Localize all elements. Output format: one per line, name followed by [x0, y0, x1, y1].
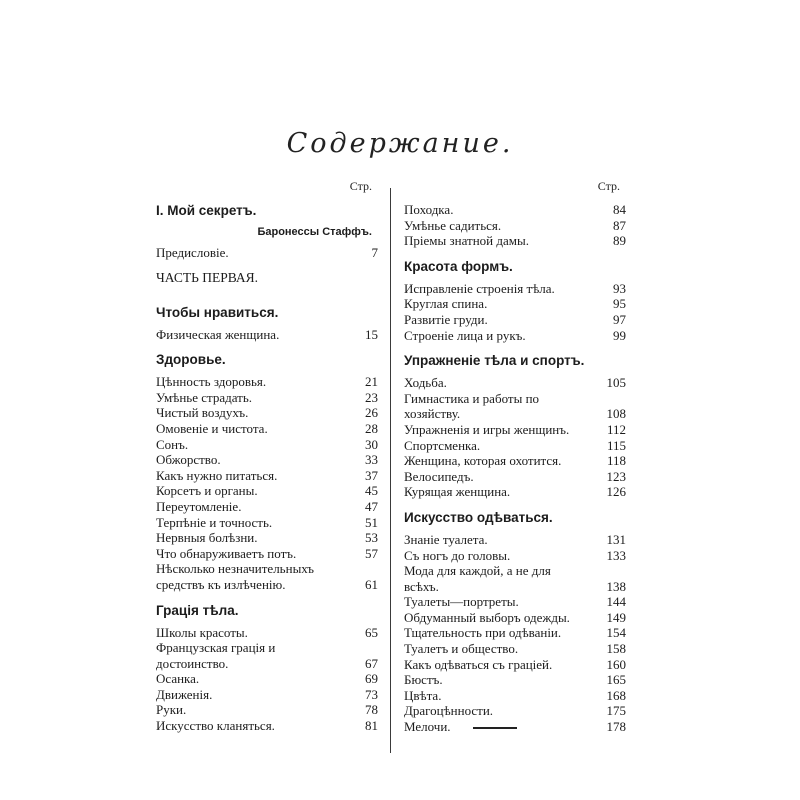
- toc-entry: [404, 469, 626, 485]
- entry-title: Знаніе туалета.: [404, 531, 488, 547]
- toc-entry: [404, 594, 626, 610]
- toc-entry: [156, 245, 378, 261]
- entry-title: Нѣсколько незначительныхъ средствъ къ излѣченію.: [156, 561, 315, 592]
- entry-page-number: 144: [606, 594, 626, 610]
- entry-page-number: 108: [606, 406, 626, 422]
- toc-entry: [156, 390, 378, 406]
- toc-entry: [404, 563, 626, 594]
- entry-page-number: 149: [606, 609, 626, 625]
- entry-page-number: 78: [365, 702, 378, 718]
- toc-entry: [404, 610, 626, 626]
- entry-page-number: 23: [365, 389, 378, 405]
- entry-page-number: 33: [365, 452, 378, 468]
- toc-entry: [156, 327, 378, 343]
- section-heading: I. Мой секретъ.: [156, 203, 257, 218]
- entry-title: Переутомленіе.: [156, 498, 242, 514]
- entry-title: Круглая спина.: [404, 296, 488, 312]
- entry-page-number: 26: [365, 405, 378, 421]
- entry-page-number: 138: [606, 578, 626, 594]
- section-heading: Здоровье.: [156, 352, 226, 368]
- entry-page-number: 160: [606, 656, 626, 672]
- entry-title: Велосипедъ.: [404, 468, 474, 484]
- entry-page-number: 131: [606, 531, 626, 547]
- entry-page-number: 118: [606, 453, 626, 469]
- page-title: Содержание.: [286, 128, 514, 159]
- entry-page-number: 133: [606, 547, 626, 563]
- toc-entry: [156, 530, 378, 546]
- entry-page-number: 112: [606, 421, 626, 437]
- entry-page-number: 69: [365, 671, 378, 687]
- right-column: [404, 178, 626, 735]
- spacer: [156, 287, 378, 295]
- entry-title: Французская грація и достоинство.: [156, 640, 276, 671]
- entry-page-number: 115: [606, 437, 626, 453]
- entry-title: Руки.: [156, 702, 187, 718]
- entry-title: Курящая женщина.: [404, 484, 511, 500]
- toc-entry: [156, 718, 378, 734]
- entry-title: Обжорство.: [156, 452, 221, 468]
- entry-page-number: 53: [365, 530, 378, 546]
- column-divider: [390, 188, 391, 753]
- entry-title: Какъ одѣваться съ граціей.: [404, 656, 553, 672]
- page-column-header: Стр.: [349, 179, 372, 193]
- entry-page-number: 158: [606, 641, 626, 657]
- toc-entry: [156, 687, 378, 703]
- entry-title: Физическая женщина.: [156, 326, 280, 342]
- toc-entry: [404, 548, 626, 564]
- toc-entry: [404, 703, 626, 719]
- toc-entry: [156, 499, 378, 515]
- toc-entry: [156, 421, 378, 437]
- section-author: Баронессы Стаффъ.: [257, 226, 372, 238]
- entry-page-number: 165: [606, 672, 626, 688]
- toc-entry: [404, 688, 626, 704]
- end-rule: [473, 727, 517, 729]
- entry-title: Умѣнье садиться.: [404, 217, 502, 233]
- section-heading: Чтобы нравиться.: [156, 304, 279, 320]
- entry-page-number: 65: [365, 624, 378, 640]
- toc-entry: [156, 405, 378, 421]
- toc-entry: [156, 671, 378, 687]
- entry-title: Предисловіе.: [156, 245, 229, 260]
- toc-entry: [404, 218, 626, 234]
- entry-title: Корсетъ и органы.: [156, 483, 258, 499]
- toc-entry: [156, 374, 378, 390]
- entry-page-number: 57: [365, 545, 378, 561]
- entry-page-number: 47: [365, 498, 378, 514]
- toc-entry: [404, 233, 626, 249]
- entry-page-number: 51: [365, 514, 378, 530]
- toc-entry: [404, 453, 626, 469]
- entry-page-number: 81: [365, 718, 378, 734]
- toc-entry: [156, 483, 378, 499]
- toc-entry: [404, 391, 626, 422]
- entry-page-number: 21: [365, 374, 378, 390]
- entry-title: Спортсменка.: [404, 437, 481, 453]
- entry-title: Упражненія и игры женщинъ.: [404, 421, 570, 437]
- left-column: [156, 178, 378, 734]
- entry-page-number: 97: [613, 311, 626, 327]
- entry-page-number: 126: [606, 484, 626, 500]
- entry-page-number: 30: [365, 436, 378, 452]
- entry-title: Нервныя болѣзни.: [156, 530, 258, 546]
- entry-title: Чистый воздухъ.: [156, 405, 249, 421]
- toc-entry: [404, 657, 626, 673]
- entry-title: Туалеты—портреты.: [404, 594, 519, 610]
- toc-entry: [404, 328, 626, 344]
- part-heading: ЧАСТЬ ПЕРВАЯ.: [156, 269, 259, 285]
- entry-page-number: 73: [365, 686, 378, 702]
- toc-entry: [404, 625, 626, 641]
- section-heading: Грація тѣла.: [156, 602, 239, 618]
- entry-title: Какъ нужно питаться.: [156, 467, 278, 483]
- entry-page-number: 178: [606, 719, 626, 735]
- entry-title: Гимнастика и работы по хозяйству.: [404, 390, 540, 422]
- entry-page-number: 123: [606, 468, 626, 484]
- entry-title: Цѣнность здоровья.: [156, 374, 267, 390]
- entry-title: Ходьба.: [404, 375, 447, 391]
- entry-title: Цвѣта.: [404, 687, 442, 703]
- toc-entry: [156, 468, 378, 484]
- section-heading: Красота формъ.: [404, 258, 513, 274]
- entry-page-number: 61: [365, 576, 378, 592]
- entry-title: Омовеніе и чистота.: [156, 420, 268, 436]
- entry-title: Мода для каждой, а не для всѣхъ.: [404, 563, 551, 594]
- entry-title: Мелочи.: [404, 719, 594, 735]
- toc-entry: [404, 438, 626, 454]
- entry-page-number: 93: [613, 280, 626, 296]
- entry-title: Развитіе груди.: [404, 311, 488, 327]
- entry-page-number: 15: [365, 326, 378, 342]
- toc-entry: [404, 484, 626, 500]
- entry-title: Осанка.: [156, 671, 200, 687]
- toc-entry: [156, 561, 378, 592]
- entry-title: Терпѣніе и точность.: [156, 514, 273, 530]
- toc-entry: [404, 672, 626, 688]
- toc-entry: [156, 702, 378, 718]
- entry-title: Пріемы знатной дамы.: [404, 233, 529, 249]
- entry-page-number: 175: [606, 703, 626, 719]
- toc-entry: [156, 515, 378, 531]
- entry-page-number: 28: [365, 420, 378, 436]
- entry-title: Строеніе лица и рукъ.: [404, 327, 526, 343]
- toc-entry: [404, 312, 626, 328]
- entry-title: Что обнаруживаетъ потъ.: [156, 545, 297, 561]
- entry-title: Походка.: [404, 202, 454, 217]
- entry-page-number: 37: [365, 467, 378, 483]
- entry-title: Туалетъ и общество.: [404, 641, 519, 657]
- entry-page-number: 95: [613, 296, 626, 312]
- entry-title: Съ ногъ до головы.: [404, 547, 511, 563]
- entry-title: Движенія.: [156, 686, 213, 702]
- toc-entry: [404, 641, 626, 657]
- entry-title: Бюстъ.: [404, 672, 443, 688]
- entry-page-number: 168: [606, 687, 626, 703]
- page-column-header: Стр.: [597, 179, 620, 193]
- section-heading: Искусство одѣваться.: [404, 509, 553, 525]
- entry-title: Искусство кланяться.: [156, 718, 275, 734]
- toc-entry: [156, 640, 378, 671]
- entry-page-number: 154: [606, 625, 626, 641]
- entry-page-number: 7: [371, 245, 378, 260]
- entry-title: Умѣнье страдать.: [156, 389, 253, 405]
- entry-title: Драгоцѣнности.: [404, 703, 494, 719]
- toc-entry: [156, 437, 378, 453]
- entry-page-number: 87: [613, 217, 626, 233]
- entry-title: Школы красоты.: [156, 624, 248, 640]
- toc-entry: [404, 202, 626, 218]
- entry-page-number: 84: [613, 202, 626, 217]
- entry-title: Сонъ.: [156, 436, 189, 452]
- entry-page-number: 89: [613, 233, 626, 249]
- toc-entry: [156, 546, 378, 562]
- toc-entry: [404, 719, 626, 735]
- entry-page-number: 105: [606, 375, 626, 391]
- entry-page-number: 67: [365, 655, 378, 671]
- toc-entry: [404, 375, 626, 391]
- entry-title: Обдуманный выборъ одежды.: [404, 609, 570, 625]
- section-heading: Упражненіе тѣла и спортъ.: [404, 353, 585, 369]
- entry-title: Женщина, которая охотится.: [404, 453, 562, 469]
- entry-title: Тщательность при одѣваніи.: [404, 625, 562, 641]
- toc-entry: [156, 452, 378, 468]
- entry-page-number: 45: [365, 483, 378, 499]
- toc-entry: [404, 532, 626, 548]
- entry-title: Исправленіе строенія тѣла.: [404, 280, 555, 296]
- toc-entry: [404, 281, 626, 297]
- toc-entry: [404, 296, 626, 312]
- toc-entry: [404, 422, 626, 438]
- toc-entry: [156, 625, 378, 641]
- entry-page-number: 99: [613, 327, 626, 343]
